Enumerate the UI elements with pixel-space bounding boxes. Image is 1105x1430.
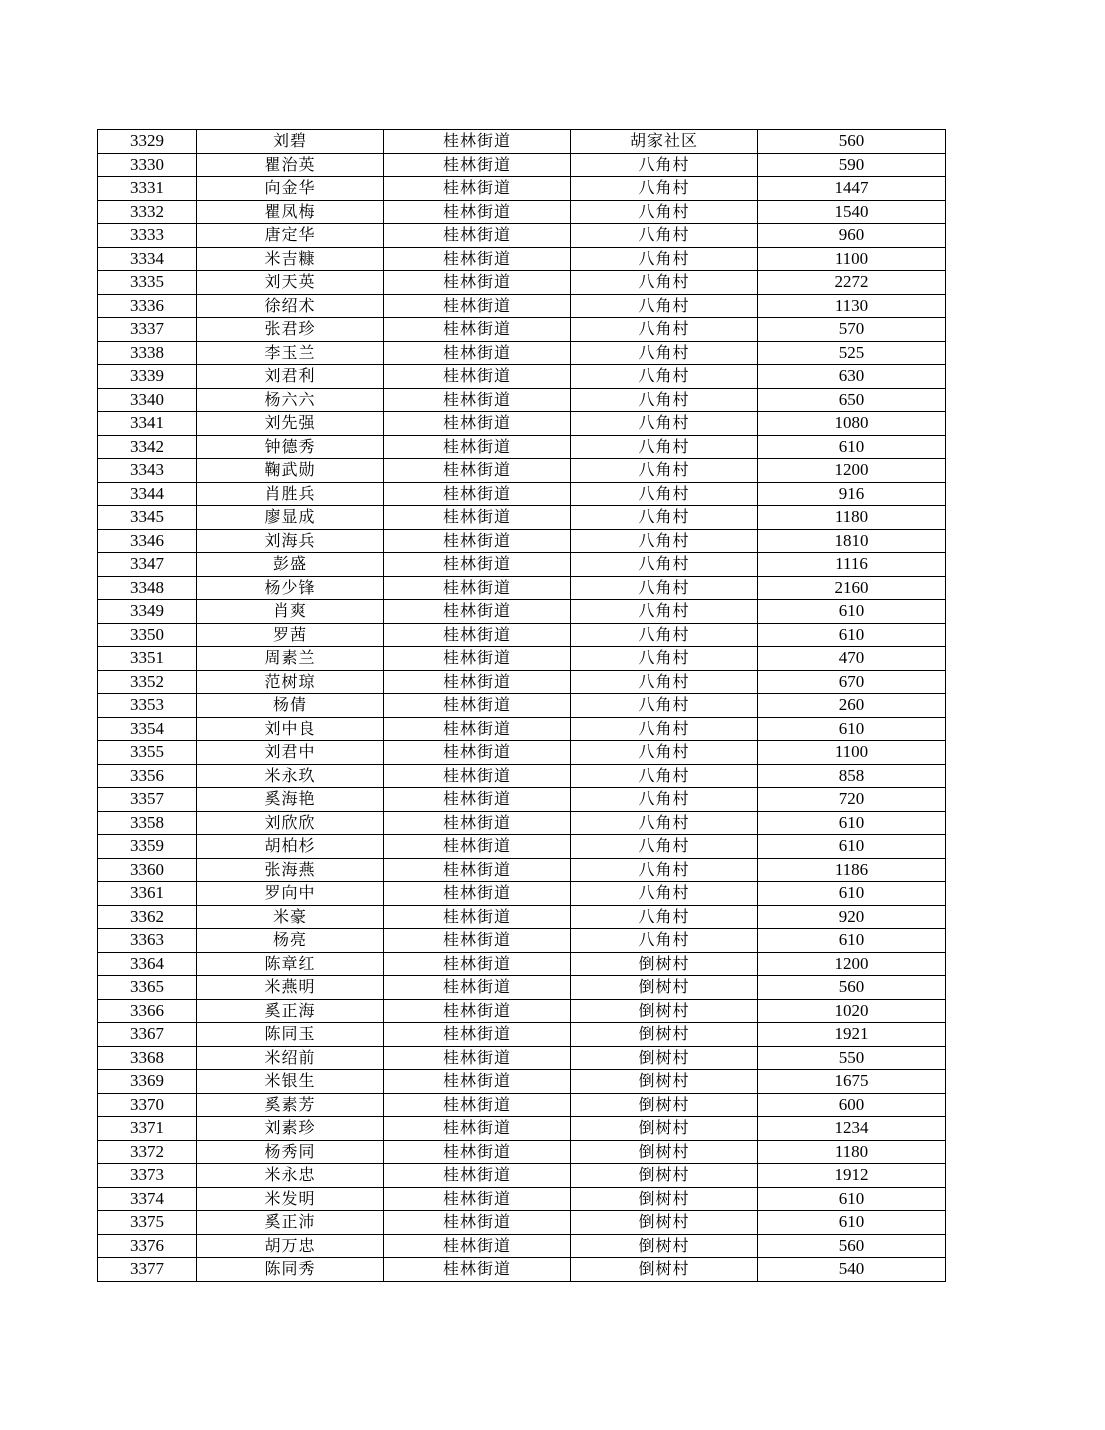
cell-name: 廖显成	[197, 506, 384, 530]
cell-street: 桂林街道	[384, 999, 571, 1023]
cell-amount: 610	[758, 623, 946, 647]
cell-amount: 1810	[758, 529, 946, 553]
table-row	[98, 553, 946, 577]
cell-community: 八角村	[571, 858, 758, 882]
cell-name: 米发明	[197, 1187, 384, 1211]
cell-serial-number: 3360	[98, 858, 197, 882]
cell-street: 桂林街道	[384, 882, 571, 906]
table-row	[98, 412, 946, 436]
cell-street: 桂林街道	[384, 294, 571, 318]
table-row	[98, 741, 946, 765]
cell-name: 刘素珍	[197, 1117, 384, 1141]
cell-amount: 610	[758, 600, 946, 624]
table-row	[98, 247, 946, 271]
cell-street: 桂林街道	[384, 553, 571, 577]
cell-street: 桂林街道	[384, 506, 571, 530]
cell-name: 奚海艳	[197, 788, 384, 812]
cell-community: 倒树村	[571, 976, 758, 1000]
cell-name: 瞿凤梅	[197, 200, 384, 224]
cell-name: 周素兰	[197, 647, 384, 671]
cell-street: 桂林街道	[384, 318, 571, 342]
table-row	[98, 318, 946, 342]
cell-amount: 610	[758, 1211, 946, 1235]
cell-amount: 570	[758, 318, 946, 342]
cell-street: 桂林街道	[384, 224, 571, 248]
cell-community: 倒树村	[571, 952, 758, 976]
cell-street: 桂林街道	[384, 529, 571, 553]
cell-community: 八角村	[571, 200, 758, 224]
cell-community: 八角村	[571, 882, 758, 906]
roster-table	[97, 129, 946, 1282]
cell-street: 桂林街道	[384, 1164, 571, 1188]
cell-amount: 960	[758, 224, 946, 248]
table-row	[98, 388, 946, 412]
cell-community: 倒树村	[571, 1234, 758, 1258]
cell-street: 桂林街道	[384, 365, 571, 389]
cell-name: 张君珍	[197, 318, 384, 342]
cell-serial-number: 3359	[98, 835, 197, 859]
cell-amount: 1180	[758, 506, 946, 530]
cell-street: 桂林街道	[384, 247, 571, 271]
cell-serial-number: 3366	[98, 999, 197, 1023]
cell-amount: 650	[758, 388, 946, 412]
cell-amount: 525	[758, 341, 946, 365]
cell-name: 刘碧	[197, 130, 384, 154]
cell-serial-number: 3345	[98, 506, 197, 530]
cell-amount: 1180	[758, 1140, 946, 1164]
cell-street: 桂林街道	[384, 835, 571, 859]
cell-serial-number: 3334	[98, 247, 197, 271]
cell-name: 刘海兵	[197, 529, 384, 553]
table-row	[98, 788, 946, 812]
cell-street: 桂林街道	[384, 952, 571, 976]
cell-community: 八角村	[571, 318, 758, 342]
cell-street: 桂林街道	[384, 811, 571, 835]
cell-serial-number: 3342	[98, 435, 197, 459]
cell-name: 徐绍术	[197, 294, 384, 318]
cell-serial-number: 3376	[98, 1234, 197, 1258]
cell-serial-number: 3364	[98, 952, 197, 976]
cell-name: 刘欣欣	[197, 811, 384, 835]
cell-community: 倒树村	[571, 1046, 758, 1070]
cell-name: 刘君中	[197, 741, 384, 765]
cell-community: 八角村	[571, 435, 758, 459]
cell-name: 陈章红	[197, 952, 384, 976]
cell-community: 倒树村	[571, 1140, 758, 1164]
cell-community: 八角村	[571, 811, 758, 835]
table-row	[98, 670, 946, 694]
cell-community: 八角村	[571, 365, 758, 389]
cell-community: 八角村	[571, 459, 758, 483]
cell-serial-number: 3363	[98, 929, 197, 953]
cell-serial-number: 3338	[98, 341, 197, 365]
cell-amount: 610	[758, 835, 946, 859]
table-row	[98, 600, 946, 624]
table-row	[98, 764, 946, 788]
cell-amount: 610	[758, 717, 946, 741]
table-row	[98, 1258, 946, 1282]
cell-name: 刘君利	[197, 365, 384, 389]
table-row	[98, 1093, 946, 1117]
cell-street: 桂林街道	[384, 976, 571, 1000]
cell-name: 米永忠	[197, 1164, 384, 1188]
cell-serial-number: 3329	[98, 130, 197, 154]
cell-name: 杨亮	[197, 929, 384, 953]
cell-name: 鞠武勋	[197, 459, 384, 483]
cell-street: 桂林街道	[384, 1093, 571, 1117]
cell-serial-number: 3346	[98, 529, 197, 553]
cell-amount: 550	[758, 1046, 946, 1070]
table-row	[98, 717, 946, 741]
table-row	[98, 1117, 946, 1141]
cell-street: 桂林街道	[384, 1187, 571, 1211]
cell-serial-number: 3335	[98, 271, 197, 295]
cell-street: 桂林街道	[384, 764, 571, 788]
cell-amount: 610	[758, 929, 946, 953]
cell-name: 杨秀同	[197, 1140, 384, 1164]
cell-street: 桂林街道	[384, 670, 571, 694]
table-row	[98, 1023, 946, 1047]
cell-amount: 470	[758, 647, 946, 671]
cell-amount: 858	[758, 764, 946, 788]
roster-table-body	[98, 130, 946, 1282]
table-row	[98, 1070, 946, 1094]
table-row	[98, 858, 946, 882]
table-row	[98, 435, 946, 459]
cell-amount: 1116	[758, 553, 946, 577]
cell-amount: 610	[758, 882, 946, 906]
cell-amount: 1100	[758, 741, 946, 765]
cell-serial-number: 3354	[98, 717, 197, 741]
cell-name: 奚正沛	[197, 1211, 384, 1235]
cell-serial-number: 3368	[98, 1046, 197, 1070]
cell-serial-number: 3349	[98, 600, 197, 624]
cell-name: 米燕明	[197, 976, 384, 1000]
cell-community: 八角村	[571, 929, 758, 953]
cell-serial-number: 3332	[98, 200, 197, 224]
table-row	[98, 529, 946, 553]
cell-community: 倒树村	[571, 1093, 758, 1117]
cell-street: 桂林街道	[384, 1046, 571, 1070]
cell-amount: 260	[758, 694, 946, 718]
cell-serial-number: 3339	[98, 365, 197, 389]
cell-amount: 560	[758, 976, 946, 1000]
cell-street: 桂林街道	[384, 153, 571, 177]
cell-community: 八角村	[571, 388, 758, 412]
cell-serial-number: 3370	[98, 1093, 197, 1117]
cell-serial-number: 3358	[98, 811, 197, 835]
cell-street: 桂林街道	[384, 1234, 571, 1258]
cell-community: 八角村	[571, 788, 758, 812]
cell-name: 陈同秀	[197, 1258, 384, 1282]
cell-name: 瞿治英	[197, 153, 384, 177]
cell-name: 米永玖	[197, 764, 384, 788]
cell-amount: 1447	[758, 177, 946, 201]
cell-community: 八角村	[571, 553, 758, 577]
cell-amount: 1200	[758, 952, 946, 976]
cell-community: 八角村	[571, 647, 758, 671]
table-row	[98, 459, 946, 483]
cell-name: 胡柏杉	[197, 835, 384, 859]
cell-street: 桂林街道	[384, 623, 571, 647]
cell-community: 八角村	[571, 764, 758, 788]
cell-serial-number: 3331	[98, 177, 197, 201]
cell-community: 八角村	[571, 717, 758, 741]
cell-serial-number: 3348	[98, 576, 197, 600]
cell-community: 倒树村	[571, 1211, 758, 1235]
cell-street: 桂林街道	[384, 600, 571, 624]
cell-community: 倒树村	[571, 1258, 758, 1282]
cell-amount: 1186	[758, 858, 946, 882]
cell-name: 胡万忠	[197, 1234, 384, 1258]
cell-serial-number: 3351	[98, 647, 197, 671]
table-row	[98, 271, 946, 295]
cell-name: 罗茜	[197, 623, 384, 647]
cell-serial-number: 3340	[98, 388, 197, 412]
cell-street: 桂林街道	[384, 741, 571, 765]
cell-name: 李玉兰	[197, 341, 384, 365]
cell-street: 桂林街道	[384, 576, 571, 600]
table-row	[98, 200, 946, 224]
cell-serial-number: 3330	[98, 153, 197, 177]
cell-name: 刘天英	[197, 271, 384, 295]
cell-street: 桂林街道	[384, 1258, 571, 1282]
cell-name: 奚正海	[197, 999, 384, 1023]
cell-community: 倒树村	[571, 1187, 758, 1211]
cell-name: 米豪	[197, 905, 384, 929]
cell-amount: 920	[758, 905, 946, 929]
cell-serial-number: 3353	[98, 694, 197, 718]
cell-name: 刘先强	[197, 412, 384, 436]
cell-serial-number: 3362	[98, 905, 197, 929]
cell-community: 倒树村	[571, 1117, 758, 1141]
cell-street: 桂林街道	[384, 858, 571, 882]
cell-amount: 610	[758, 1187, 946, 1211]
cell-name: 罗向中	[197, 882, 384, 906]
cell-community: 八角村	[571, 271, 758, 295]
cell-serial-number: 3371	[98, 1117, 197, 1141]
cell-amount: 670	[758, 670, 946, 694]
cell-street: 桂林街道	[384, 482, 571, 506]
cell-community: 八角村	[571, 905, 758, 929]
cell-community: 八角村	[571, 741, 758, 765]
table-row	[98, 694, 946, 718]
cell-street: 桂林街道	[384, 177, 571, 201]
cell-serial-number: 3337	[98, 318, 197, 342]
cell-street: 桂林街道	[384, 905, 571, 929]
cell-amount: 540	[758, 1258, 946, 1282]
table-row	[98, 224, 946, 248]
cell-name: 杨倩	[197, 694, 384, 718]
cell-amount: 630	[758, 365, 946, 389]
table-row	[98, 576, 946, 600]
cell-name: 彭盛	[197, 553, 384, 577]
cell-community: 八角村	[571, 153, 758, 177]
table-row	[98, 365, 946, 389]
cell-community: 八角村	[571, 623, 758, 647]
cell-name: 陈同玉	[197, 1023, 384, 1047]
table-row	[98, 976, 946, 1000]
cell-amount: 916	[758, 482, 946, 506]
cell-serial-number: 3377	[98, 1258, 197, 1282]
cell-name: 杨六六	[197, 388, 384, 412]
cell-serial-number: 3369	[98, 1070, 197, 1094]
table-row	[98, 929, 946, 953]
cell-serial-number: 3365	[98, 976, 197, 1000]
cell-community: 八角村	[571, 247, 758, 271]
cell-community: 倒树村	[571, 1070, 758, 1094]
table-row	[98, 1187, 946, 1211]
cell-serial-number: 3336	[98, 294, 197, 318]
cell-serial-number: 3356	[98, 764, 197, 788]
table-row	[98, 647, 946, 671]
cell-name: 刘中良	[197, 717, 384, 741]
cell-amount: 600	[758, 1093, 946, 1117]
cell-serial-number: 3355	[98, 741, 197, 765]
cell-amount: 610	[758, 811, 946, 835]
cell-street: 桂林街道	[384, 200, 571, 224]
cell-community: 八角村	[571, 341, 758, 365]
cell-street: 桂林街道	[384, 717, 571, 741]
cell-street: 桂林街道	[384, 1140, 571, 1164]
cell-serial-number: 3372	[98, 1140, 197, 1164]
table-row	[98, 999, 946, 1023]
table-row	[98, 482, 946, 506]
cell-street: 桂林街道	[384, 647, 571, 671]
cell-serial-number: 3375	[98, 1211, 197, 1235]
table-row	[98, 882, 946, 906]
cell-amount: 2160	[758, 576, 946, 600]
cell-serial-number: 3343	[98, 459, 197, 483]
cell-serial-number: 3357	[98, 788, 197, 812]
cell-community: 八角村	[571, 600, 758, 624]
cell-amount: 1130	[758, 294, 946, 318]
table-row	[98, 1234, 946, 1258]
cell-name: 肖胜兵	[197, 482, 384, 506]
cell-serial-number: 3341	[98, 412, 197, 436]
cell-street: 桂林街道	[384, 341, 571, 365]
cell-serial-number: 3361	[98, 882, 197, 906]
cell-name: 米吉糠	[197, 247, 384, 271]
table-row	[98, 811, 946, 835]
cell-community: 八角村	[571, 412, 758, 436]
cell-street: 桂林街道	[384, 929, 571, 953]
cell-serial-number: 3367	[98, 1023, 197, 1047]
cell-community: 八角村	[571, 835, 758, 859]
cell-street: 桂林街道	[384, 694, 571, 718]
cell-street: 桂林街道	[384, 788, 571, 812]
cell-community: 八角村	[571, 576, 758, 600]
cell-community: 八角村	[571, 482, 758, 506]
cell-community: 倒树村	[571, 1023, 758, 1047]
table-row	[98, 294, 946, 318]
cell-name: 张海燕	[197, 858, 384, 882]
cell-amount: 590	[758, 153, 946, 177]
cell-serial-number: 3344	[98, 482, 197, 506]
table-row	[98, 835, 946, 859]
cell-name: 向金华	[197, 177, 384, 201]
cell-amount: 560	[758, 130, 946, 154]
cell-street: 桂林街道	[384, 1211, 571, 1235]
table-row	[98, 506, 946, 530]
table-row	[98, 952, 946, 976]
cell-amount: 1234	[758, 1117, 946, 1141]
cell-serial-number: 3350	[98, 623, 197, 647]
cell-street: 桂林街道	[384, 1023, 571, 1047]
table-row	[98, 130, 946, 154]
cell-serial-number: 3333	[98, 224, 197, 248]
table-row	[98, 153, 946, 177]
cell-community: 八角村	[571, 529, 758, 553]
cell-name: 杨少锋	[197, 576, 384, 600]
table-row	[98, 1140, 946, 1164]
cell-community: 胡家社区	[571, 130, 758, 154]
cell-amount: 2272	[758, 271, 946, 295]
cell-street: 桂林街道	[384, 388, 571, 412]
cell-community: 八角村	[571, 224, 758, 248]
table-row	[98, 905, 946, 929]
cell-community: 八角村	[571, 506, 758, 530]
cell-amount: 1080	[758, 412, 946, 436]
cell-amount: 1100	[758, 247, 946, 271]
table-row	[98, 1164, 946, 1188]
cell-name: 奚素芳	[197, 1093, 384, 1117]
cell-street: 桂林街道	[384, 271, 571, 295]
table-row	[98, 341, 946, 365]
cell-amount: 1540	[758, 200, 946, 224]
cell-amount: 1020	[758, 999, 946, 1023]
cell-street: 桂林街道	[384, 412, 571, 436]
cell-community: 倒树村	[571, 999, 758, 1023]
cell-community: 八角村	[571, 294, 758, 318]
cell-name: 范树琼	[197, 670, 384, 694]
cell-street: 桂林街道	[384, 459, 571, 483]
cell-serial-number: 3373	[98, 1164, 197, 1188]
cell-amount: 1675	[758, 1070, 946, 1094]
table-row	[98, 623, 946, 647]
cell-street: 桂林街道	[384, 435, 571, 459]
cell-amount: 1200	[758, 459, 946, 483]
cell-name: 钟德秀	[197, 435, 384, 459]
table-row	[98, 1046, 946, 1070]
table-row	[98, 177, 946, 201]
cell-name: 肖爽	[197, 600, 384, 624]
cell-amount: 720	[758, 788, 946, 812]
cell-community: 八角村	[571, 177, 758, 201]
cell-community: 倒树村	[571, 1164, 758, 1188]
cell-community: 八角村	[571, 694, 758, 718]
cell-name: 米绍前	[197, 1046, 384, 1070]
cell-amount: 1921	[758, 1023, 946, 1047]
table-row	[98, 1211, 946, 1235]
cell-serial-number: 3347	[98, 553, 197, 577]
cell-serial-number: 3374	[98, 1187, 197, 1211]
cell-amount: 610	[758, 435, 946, 459]
cell-street: 桂林街道	[384, 1117, 571, 1141]
cell-amount: 560	[758, 1234, 946, 1258]
cell-name: 米银生	[197, 1070, 384, 1094]
cell-serial-number: 3352	[98, 670, 197, 694]
cell-street: 桂林街道	[384, 1070, 571, 1094]
cell-street: 桂林街道	[384, 130, 571, 154]
cell-community: 八角村	[571, 670, 758, 694]
cell-amount: 1912	[758, 1164, 946, 1188]
cell-name: 唐定华	[197, 224, 384, 248]
